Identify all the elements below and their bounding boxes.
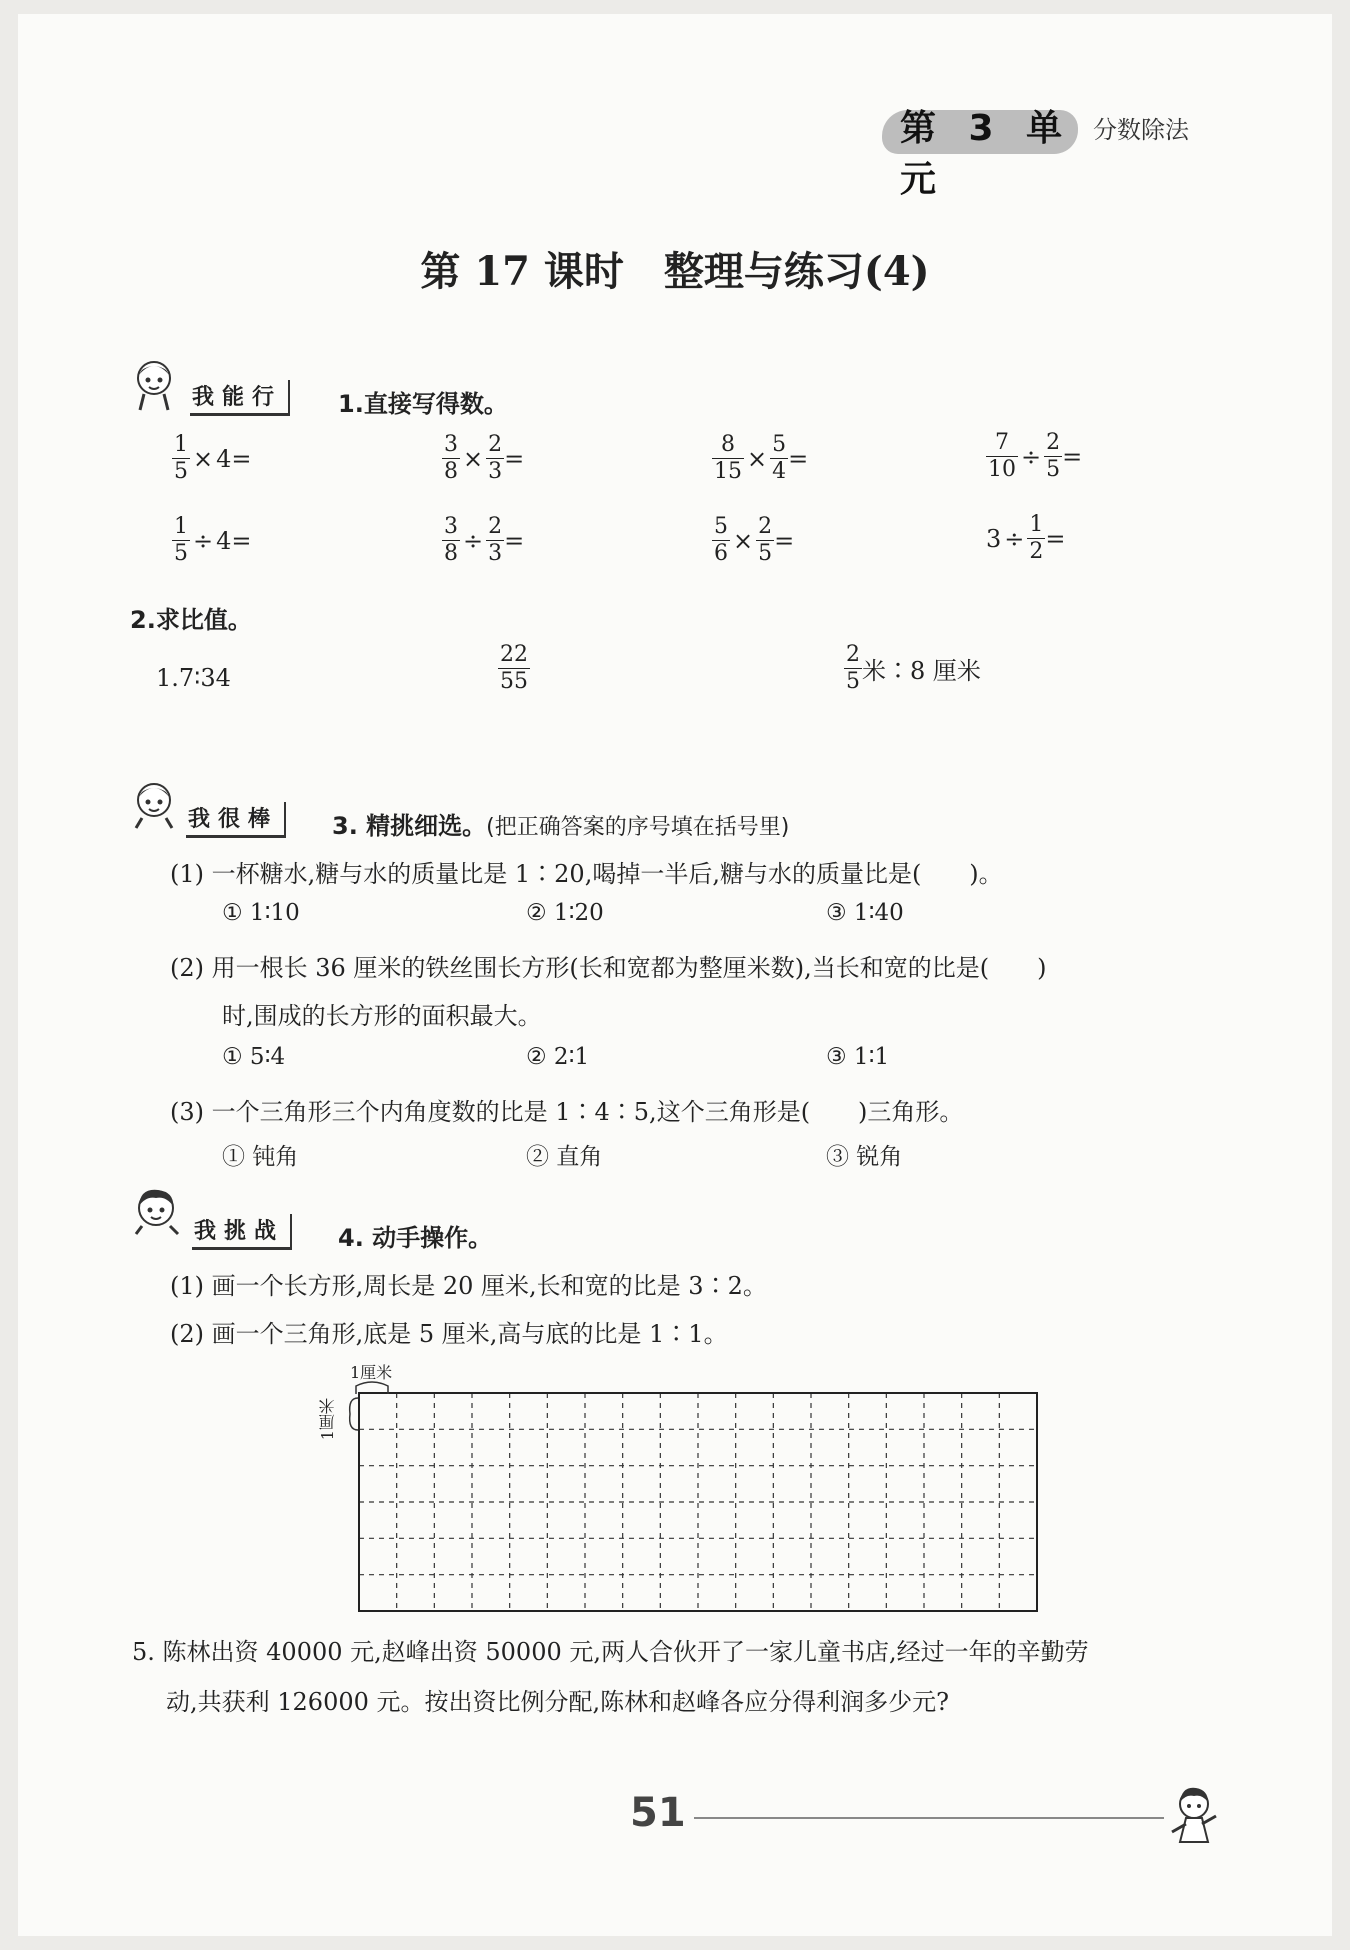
unit-label: 第 3 单元 [900, 108, 1073, 200]
section-label-wo-tiao-zhan: 我挑战 [192, 1214, 292, 1250]
lesson-title: 第 17 课时 整理与练习(4) [420, 248, 930, 295]
q1-expr-2: $\frac{3}{8}$ × $\frac{2}{3}$ = [444, 432, 525, 484]
q1-expr-8: 3 ÷ $\frac{1}{2}$ = [986, 512, 1066, 564]
drawing-grid[interactable] [358, 1392, 1038, 1616]
q4-part-2: (2) 画一个三角形,底是 5 厘米,高与底的比是 1∶1。 [170, 1320, 728, 1348]
grid-side-scale-bracket [346, 1394, 360, 1434]
mascot-boy-footer-icon [1166, 1782, 1226, 1852]
q3-title: 3. 精挑细选。(把正确答案的序号填在括号里) [332, 812, 790, 840]
q3-1-option-c: ③ 1∶40 [826, 900, 904, 926]
q4-title: 4. 动手操作。 [338, 1224, 493, 1252]
q5-line-2: 动,共获利 126000 元。按出资比例分配,陈林和赵峰各应分得利润多少元? [166, 1688, 949, 1716]
grid-top-scale-label: 1厘米 [350, 1363, 393, 1382]
q3-2-option-c: ③ 1∶1 [826, 1044, 890, 1070]
grid-svg [358, 1392, 1038, 1612]
q3-part-2-line-1: (2) 用一根长 36 厘米的铁丝围长方形(长和宽都为整厘米数),当长和宽的比是( ) [170, 954, 1047, 982]
q2-item-1: 1.7∶34 [156, 664, 231, 692]
unit-badge [876, 100, 1086, 200]
q3-2-option-a: ① 5∶4 [222, 1044, 286, 1070]
unit-topic: 分数除法 [1093, 116, 1189, 144]
q5-line-1: 5. 陈林出资 40000 元,赵峰出资 50000 元,两人合伙开了一家儿童书店,经过一年的辛勤劳 [132, 1638, 1089, 1666]
q3-note: (把正确答案的序号填在括号里) [486, 815, 790, 840]
q1-expr-7: $\frac{5}{6}$ × $\frac{2}{5}$ = [714, 514, 795, 566]
q2-title: 2.求比值。 [130, 606, 252, 634]
q1-title: 1.直接写得数。 [338, 390, 508, 418]
page-number: 51 [630, 1790, 686, 1836]
q3-part-3: (3) 一个三角形三个内角度数的比是 1∶4∶5,这个三角形是( )三角形。 [170, 1098, 964, 1126]
q3-1-option-b: ② 1∶20 [526, 900, 604, 926]
q1-expr-5: $\frac{1}{5}$ ÷ 4 = [174, 514, 252, 566]
q2-item-3: $\frac{2}{5}$ 米∶8 厘米 [846, 642, 981, 694]
section-label-wo-neng-xing: 我能行 [190, 380, 290, 416]
mascot-girl-icon [130, 778, 180, 834]
q1-expr-6: $\frac{3}{8}$ ÷ $\frac{2}{3}$ = [444, 514, 525, 566]
q3-part-2-line-2: 时,围成的长方形的面积最大。 [222, 1002, 542, 1030]
mascot-girl-icon [130, 356, 180, 412]
q3-part-1: (1) 一杯糖水,糖与水的质量比是 1∶20,喝掉一半后,糖与水的质量比是( )。 [170, 860, 1003, 888]
grid-side-scale-label: 1厘米 [318, 1398, 337, 1441]
mascot-boy-icon [132, 1186, 182, 1242]
q4-part-1: (1) 画一个长方形,周长是 20 厘米,长和宽的比是 3∶2。 [170, 1272, 767, 1300]
q1-expr-4: $\frac{7}{10}$ ÷ $\frac{2}{5}$ = [988, 430, 1083, 482]
q2-item-2: $\frac{22}{55}$ [500, 642, 528, 694]
footer-rule [694, 1817, 1164, 1819]
q3-3-option-a: ① 钝角 [222, 1144, 299, 1170]
section-label-wo-hen-bang: 我很棒 [186, 802, 286, 838]
q3-3-option-b: ② 直角 [526, 1144, 603, 1170]
q1-expr-3: $\frac{8}{15}$ × $\frac{5}{4}$ = [714, 432, 809, 484]
q3-1-option-a: ① 1∶10 [222, 900, 300, 926]
q3-2-option-b: ② 2∶1 [526, 1044, 590, 1070]
q1-expr-1: $\frac{1}{5}$ × 4 = [174, 432, 252, 484]
q3-3-option-c: ③ 锐角 [826, 1144, 903, 1170]
